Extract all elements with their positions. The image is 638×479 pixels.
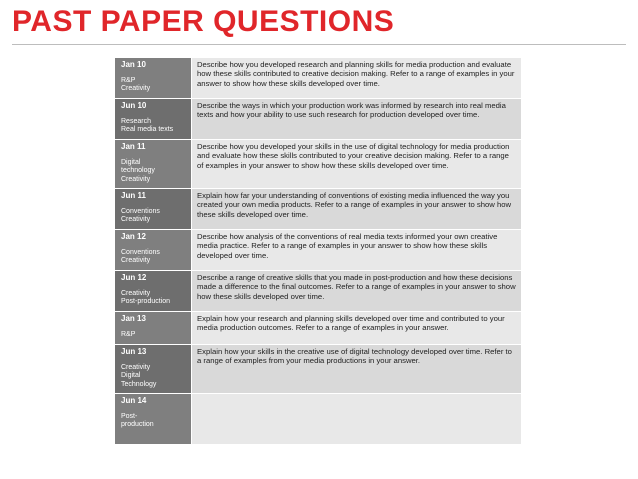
question-text: Explain how your research and planning skills developed over time and contributed to your media production outcomes. Refer to a range of examples in your answer. [197, 314, 505, 333]
exam-date: Jan 11 [121, 142, 146, 151]
exam-date: Jun 13 [121, 347, 147, 356]
topic-tags: R&P [121, 331, 136, 338]
topic-tags: Digital technology Creativity [121, 159, 155, 183]
question-text: Describe how analysis of the conventions of real media texts informed your own creative media practice. Refer to a range of examples in your answer to show how these skills developed over time. [197, 232, 498, 260]
question-text: Describe a range of creative skills that you made in post-production and how these decisions made a difference to the final outcomes. Refer to a range of examples in your answer to show how these skills developed over time. [197, 273, 516, 301]
question-cell [192, 140, 522, 189]
exam-session-cell [115, 189, 192, 230]
slide-title: PAST PAPER QUESTIONS [12, 5, 395, 38]
question-cell [192, 58, 522, 99]
question-text: Describe how you developed research and planning skills for media production and evaluate how these skills contributed to creative decision making. Refer to a range of examples in your answer to show how these skills developed over time. [197, 60, 515, 88]
question-text: Explain how your skills in the creative use of digital technology developed over time. Refer to a range of examples from your media productions in your answer. [197, 347, 512, 366]
exam-session-cell [115, 58, 192, 99]
question-text [192, 394, 521, 396]
question-cell [192, 345, 522, 394]
exam-session-cell [115, 140, 192, 189]
question-cell [192, 271, 522, 312]
exam-date: Jun 12 [121, 273, 147, 282]
question-cell [192, 394, 522, 445]
exam-session-cell [115, 312, 192, 345]
question-text: Explain how far your understanding of conventions of existing media influenced the way you created your own media products. Refer to a range of examples in your answer to show how these skills developed over time. [197, 191, 512, 219]
table-row [115, 230, 522, 271]
exam-date: Jun 11 [121, 191, 146, 200]
exam-session-cell [115, 394, 192, 445]
table-row [115, 99, 522, 140]
table-row [115, 345, 522, 394]
question-cell [192, 189, 522, 230]
question-cell [192, 312, 522, 345]
topic-tags: Post- production [121, 413, 154, 429]
table-row [115, 312, 522, 345]
topic-tags: Creativity Post-production [121, 290, 171, 306]
topic-tags: R&P Creativity [121, 77, 151, 93]
topic-tags: Research Real media texts [121, 118, 174, 134]
table-row [115, 58, 522, 99]
question-text: Describe the ways in which your production work was informed by research into real media texts and how your ability to use such research for production developed over time. [197, 101, 506, 120]
question-cell [192, 230, 522, 271]
exam-date: Jan 12 [121, 232, 146, 241]
past-paper-table [114, 57, 522, 445]
exam-date: Jan 10 [121, 60, 146, 69]
exam-session-cell [115, 99, 192, 140]
exam-session-cell [115, 230, 192, 271]
topic-tags: Creativity Digital Technology [121, 364, 157, 388]
question-cell [192, 99, 522, 140]
question-text: Describe how you developed your skills in the use of digital technology for media production and evaluate how these skills contributed to your creative decision making. Refer to a range of examples in your answer to show how these skills developed over time. [197, 142, 510, 170]
table-row [115, 140, 522, 189]
table-row [115, 271, 522, 312]
table-row [115, 189, 522, 230]
table-row [115, 394, 522, 445]
topic-tags: Conventions Creativity [121, 208, 160, 224]
topic-tags: Conventions Creativity [121, 249, 160, 265]
exam-date: Jan 13 [121, 314, 146, 323]
title-divider [12, 44, 626, 45]
exam-session-cell [115, 345, 192, 394]
exam-date: Jun 10 [121, 101, 147, 110]
exam-session-cell [115, 271, 192, 312]
exam-date: Jun 14 [121, 396, 147, 405]
